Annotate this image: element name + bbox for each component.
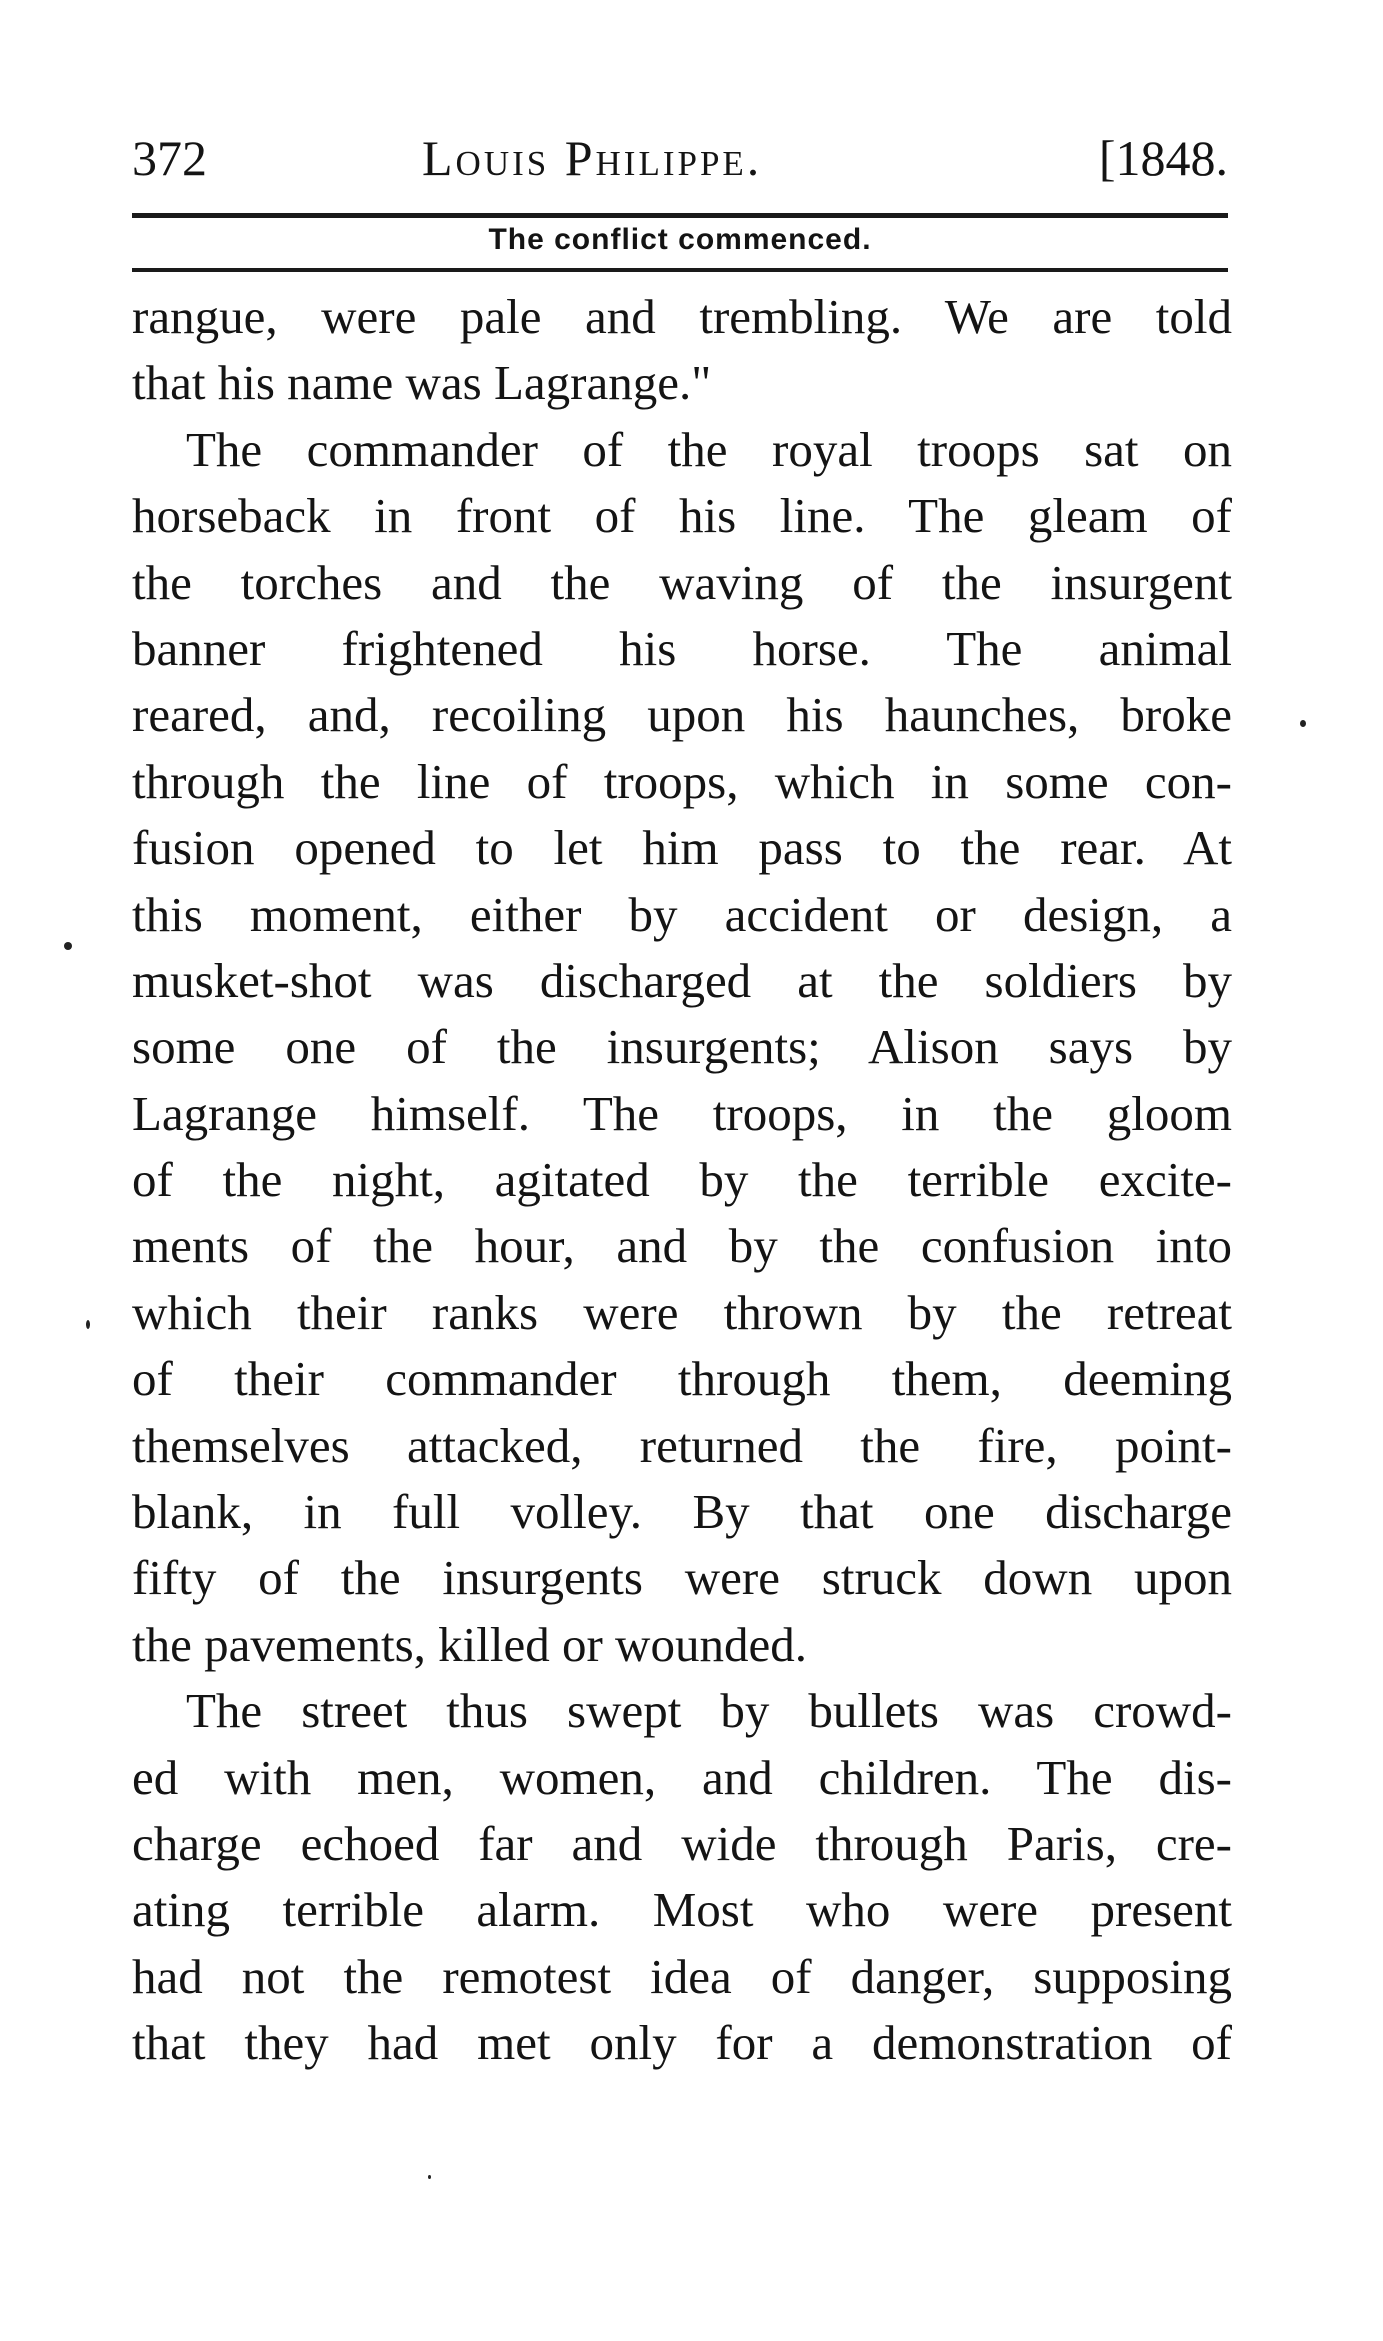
text-line: ed with men, women, and children. The dis- <box>132 1749 1232 1805</box>
book-title: Louis Philippe. <box>422 130 763 186</box>
text-line: fusion opened to let him pass to the rear. At <box>132 820 1232 876</box>
text-line: charge echoed far and wide through Paris, cre- <box>132 1815 1232 1871</box>
text-line: ments of the hour, and by the confusion into <box>132 1218 1232 1274</box>
text-line: this moment, either by accident or design, a <box>132 886 1232 942</box>
text-line: that his name was Lagrange." <box>132 355 712 411</box>
text-line: the pavements, killed or wounded. <box>132 1616 807 1672</box>
text-line: rangue, were pale and trembling. We are told <box>132 289 1232 344</box>
scan-speck <box>86 1320 90 1329</box>
scan-speck <box>1300 720 1306 727</box>
text-line: through the line of troops, which in some con- <box>132 753 1232 809</box>
section-caption: The conflict commenced. <box>488 223 872 256</box>
text-line: some one of the insurgents; Alison says by <box>132 1019 1232 1075</box>
text-line: ating terrible alarm. Most who were present <box>132 1882 1232 1938</box>
running-head <box>132 118 1228 198</box>
text-line: themselves attacked, returned the fire, point- <box>132 1417 1232 1473</box>
text-line: The street thus swept by bullets was crowd- <box>186 1683 1232 1739</box>
text-line: of their commander through them, deeming <box>132 1351 1232 1407</box>
text-line: fifty of the insurgents were struck down upon <box>132 1550 1232 1606</box>
text-line: Lagrange himself. The troops, in the gloom <box>132 1085 1232 1141</box>
page-number: 372 <box>132 130 207 186</box>
text-line: which their ranks were thrown by the retreat <box>132 1284 1232 1340</box>
body-text <box>132 284 1232 2077</box>
text-line: horseback in front of his line. The gleam of <box>132 488 1232 544</box>
text-line: that they had met only for a demonstration of <box>132 2015 1232 2071</box>
header-rule-bottom <box>132 268 1228 272</box>
text-line: blank, in full volley. By that one discharge <box>132 1484 1232 1540</box>
text-line: had not the remotest idea of danger, supposing <box>132 1948 1232 2004</box>
scan-speck <box>64 942 72 950</box>
text-line: reared, and, recoiling upon his haunches, broke <box>132 687 1232 743</box>
text-line: of the night, agitated by the terrible excite- <box>132 1152 1232 1208</box>
year-marker: [1848. <box>1098 130 1228 186</box>
text-line: The commander of the royal troops sat on <box>186 421 1232 477</box>
text-line: musket-shot was discharged at the soldiers by <box>132 952 1232 1008</box>
text-line: banner frightened his horse. The animal <box>132 620 1232 676</box>
scan-speck <box>428 2175 431 2179</box>
text-line: the torches and the waving of the insurgent <box>132 554 1232 610</box>
